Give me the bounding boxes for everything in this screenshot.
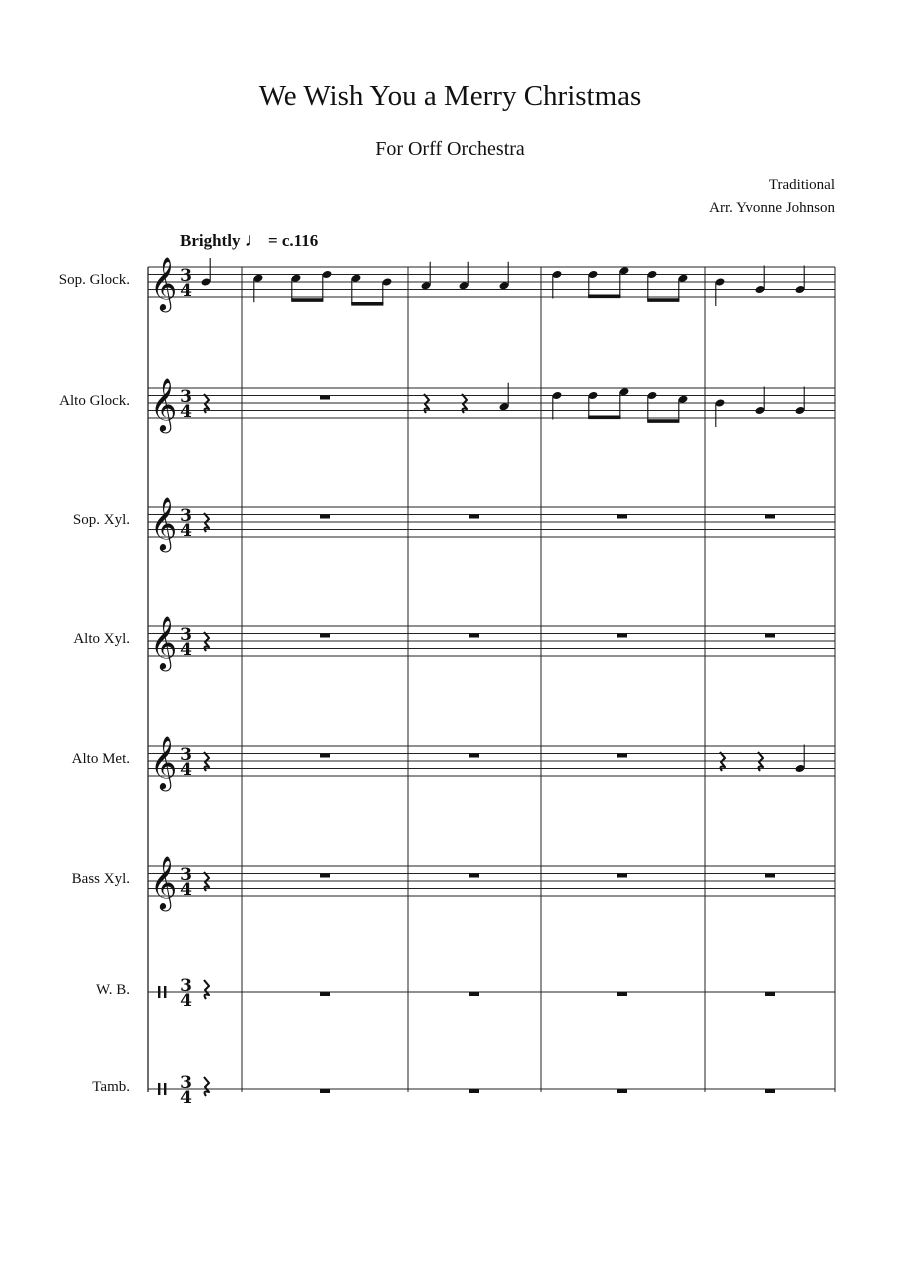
whole-rest-icon [469,874,479,878]
time-signature [180,387,192,422]
percussion-clef-icon [158,986,160,998]
arranger: Arr. Yvonne Johnson [709,200,835,216]
whole-rest-icon [469,992,479,996]
quarter-rest-icon [204,1077,209,1096]
whole-rest-icon [320,634,330,638]
whole-rest-icon [617,874,627,878]
time-signature-beats: 3 [180,745,192,765]
whole-rest-icon [469,754,479,758]
tempo-word: Brightly [180,231,241,250]
beam [351,302,383,306]
treble-clef-icon: 𝄞 [150,855,178,909]
time-signature-unit: 4 [180,281,192,301]
instrument-label: Alto Glock. [59,393,130,409]
time-signature-unit: 4 [180,1088,192,1108]
whole-rest-icon [765,1089,775,1093]
time-signature-unit: 4 [180,991,192,1011]
whole-rest-icon [617,515,627,519]
time-signature [180,976,192,1011]
whole-rest-icon [617,634,627,638]
instrument-label: Alto Xyl. [73,631,130,647]
whole-rest-icon [469,1089,479,1093]
beam [588,416,620,420]
treble-clef-icon: 𝄞 [150,735,178,789]
whole-rest-icon [320,992,330,996]
whole-rest-icon [617,992,627,996]
beam [647,419,679,423]
beam [647,298,679,302]
beam [291,298,323,302]
whole-rest-icon [320,396,330,400]
time-signature [180,865,192,900]
instrument-label: Tamb. [92,1079,130,1095]
time-signature-unit: 4 [180,640,192,660]
percussion-clef-icon [158,1083,160,1095]
time-signature-unit: 4 [180,402,192,422]
instrument-label: Bass Xyl. [71,871,130,887]
whole-rest-icon [320,874,330,878]
whole-rest-icon [765,874,775,878]
treble-clef-icon: 𝄞 [150,615,178,669]
time-signature-beats: 3 [180,1073,192,1093]
time-signature-unit: 4 [180,760,192,780]
quarter-note-icon: ♩ [244,230,264,251]
time-signature-unit: 4 [180,521,192,541]
subtitle: For Orff Orchestra [375,138,525,160]
time-signature [180,1073,192,1108]
instrument-label: Sop. Glock. [58,272,130,288]
whole-rest-icon [320,1089,330,1093]
time-signature-beats: 3 [180,976,192,996]
title: We Wish You a Merry Christmas [258,80,642,112]
whole-rest-icon [765,634,775,638]
treble-clef-icon: 𝄞 [150,256,178,310]
time-signature-unit: 4 [180,880,192,900]
instrument-label: Sop. Xyl. [72,512,130,528]
whole-rest-icon [320,515,330,519]
percussion-clef-icon [164,1083,166,1095]
whole-rest-icon [469,515,479,519]
time-signature-beats: 3 [180,506,192,526]
composer: Traditional [768,177,835,193]
whole-rest-icon [765,515,775,519]
treble-clef-icon: 𝄞 [150,377,178,431]
whole-rest-icon [320,754,330,758]
whole-rest-icon [469,634,479,638]
beam [588,295,620,299]
whole-rest-icon [617,754,627,758]
treble-clef-icon: 𝄞 [150,496,178,550]
whole-rest-icon [617,1089,627,1093]
time-signature [180,506,192,541]
time-signature-beats: 3 [180,625,192,645]
instrument-label: W. B. [95,982,130,998]
time-signature [180,625,192,660]
whole-rest-icon [765,992,775,996]
time-signature-beats: 3 [180,266,192,286]
tempo-value: = c.116 [263,231,319,250]
quarter-rest-icon [204,980,209,999]
instrument-label: Alto Met. [71,751,130,767]
time-signature [180,266,192,301]
time-signature-beats: 3 [180,865,192,885]
time-signature-beats: 3 [180,387,192,407]
time-signature [180,745,192,780]
percussion-clef-icon [164,986,166,998]
